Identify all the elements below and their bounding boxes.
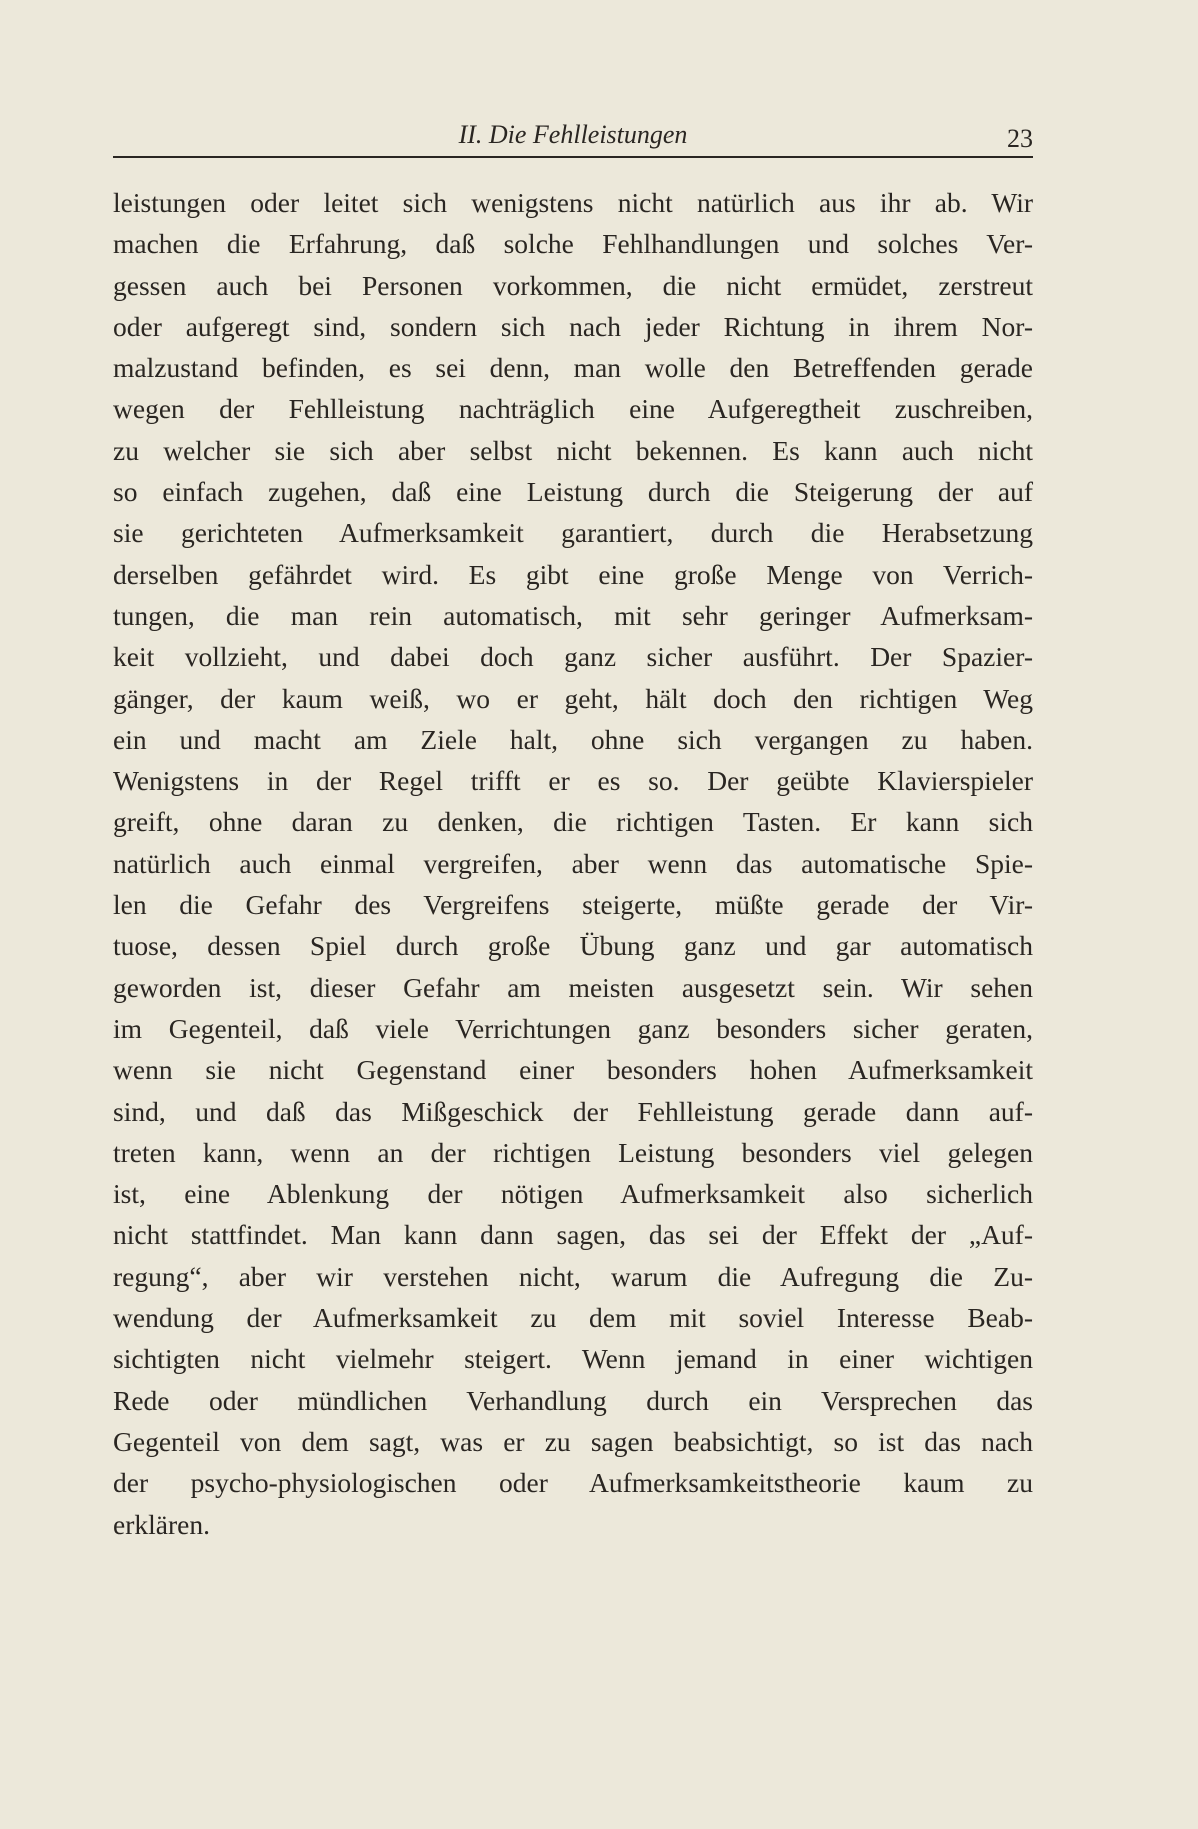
text-line: regung“, aber wir verstehen nicht, warum die Aufregung die Zu- <box>113 1260 1033 1292</box>
text-line: oder aufgeregt sind, sondern sich nach jeder Richtung in ihrem Nor- <box>113 310 1033 342</box>
text-line: wegen der Fehlleistung nachträglich eine Aufgeregtheit zuschreiben, <box>113 393 1033 425</box>
text-line: Rede oder mündlichen Verhandlung durch ein Versprechen das <box>113 1384 1033 1416</box>
text-line: Wenigstens in der Regel trifft er es so. Der geübte Klavierspieler <box>113 765 1033 797</box>
text-line: gänger, der kaum weiß, wo er geht, hält doch den richtigen Weg <box>113 682 1033 714</box>
text-line: nicht stattfindet. Man kann dann sagen, das sei der Effekt der „Auf- <box>113 1219 1033 1251</box>
text-line: sind, und daß das Mißgeschick der Fehlleistung gerade dann auf- <box>113 1095 1033 1127</box>
text-line: Gegenteil von dem sagt, was er zu sagen beabsichtigt, so ist das nach <box>113 1425 1033 1457</box>
text-line: gessen auch bei Personen vorkommen, die nicht ermüdet, zerstreut <box>113 269 1033 301</box>
page-number: 23 <box>1007 124 1033 153</box>
text-line: len die Gefahr des Vergreifens steigerte, müßte gerade der Vir- <box>113 889 1033 921</box>
text-line: tungen, die man rein automatisch, mit sehr geringer Aufmerksam- <box>113 599 1033 631</box>
body-text <box>113 182 1033 1545</box>
text-line: leistungen oder leitet sich wenigstens nicht natürlich aus ihr ab. Wir <box>113 187 1033 218</box>
text-line: ist, eine Ablenkung der nötigen Aufmerksamkeit also sicherlich <box>113 1178 1033 1210</box>
text-line: treten kann, wenn an der richtigen Leistung besonders viel gelegen <box>113 1136 1033 1168</box>
text-line: zu welcher sie sich aber selbst nicht bekennen. Es kann auch nicht <box>113 434 1033 466</box>
text-line: geworden ist, dieser Gefahr am meisten ausgesetzt sein. Wir sehen <box>113 971 1033 1003</box>
text-line: natürlich auch einmal vergreifen, aber wenn das automatische Spie- <box>113 847 1033 879</box>
text-line: sie gerichteten Aufmerksamkeit garantiert, durch die Herabsetzung <box>113 517 1033 549</box>
text-line: so einfach zugehen, daß eine Leistung durch die Steigerung der auf <box>113 476 1033 508</box>
text-line: malzustand befinden, es sei denn, man wolle den Betreffenden gerade <box>113 352 1033 384</box>
text-line: wenn sie nicht Gegenstand einer besonders hohen Aufmerksamkeit <box>113 1054 1033 1086</box>
text-line: tuose, dessen Spiel durch große Übung ganz und gar automatisch <box>113 930 1033 962</box>
text-line: greift, ohne daran zu denken, die richtigen Tasten. Er kann sich <box>113 806 1033 838</box>
text-line: im Gegenteil, daß viele Verrichtungen ganz besonders sicher geraten, <box>113 1012 1033 1044</box>
running-header <box>113 118 1033 158</box>
text-line: derselben gefährdet wird. Es gibt eine große Menge von Verrich- <box>113 558 1033 590</box>
text-line: machen die Erfahrung, daß solche Fehlhandlungen und solches Ver- <box>113 228 1033 260</box>
text-line: erklären. <box>113 1508 210 1540</box>
text-line: der psycho-physiologischen oder Aufmerksamkeitstheorie kaum zu <box>113 1467 1033 1499</box>
text-line: wendung der Aufmerksamkeit zu dem mit soviel Interesse Beab- <box>113 1302 1033 1334</box>
text-line: ein und macht am Ziele halt, ohne sich vergangen zu haben. <box>113 723 1033 755</box>
header-rule <box>113 156 1033 158</box>
text-line: sichtigten nicht vielmehr steigert. Wenn jemand in einer wichtigen <box>113 1343 1033 1375</box>
text-line: keit vollzieht, und dabei doch ganz sicher ausführt. Der Spazier- <box>113 641 1033 673</box>
chapter-title: II. Die Fehlleistungen <box>458 120 688 149</box>
